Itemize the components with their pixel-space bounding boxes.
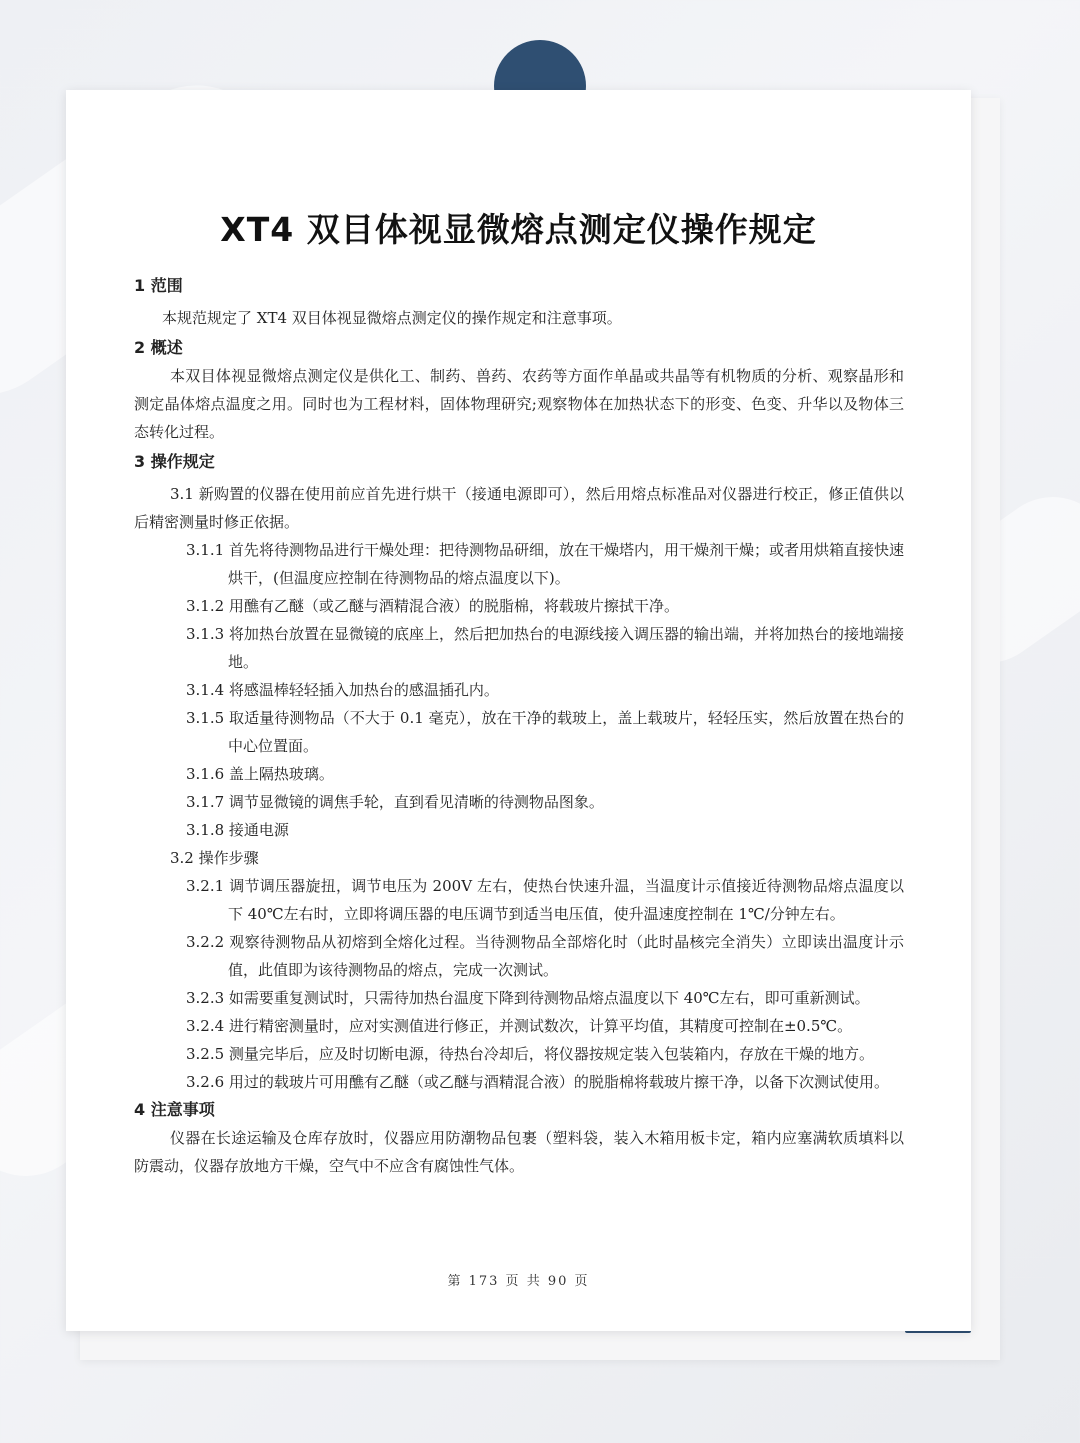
- list-item: 3.1.3 将加热台放置在显微镜的底座上，然后把加热台的电源线接入调压器的输出端，并将加热台的接地端接地。: [186, 625, 904, 671]
- list-item: 3.2.1 调节调压器旋扭，调节电压为 200V 左右，使热台快速升温，当温度计示值接近待测物品熔点温度以下 40℃左右时，立即将调压器的电压调节到适当电压值，使升温速度控制在 1℃/分钟左右。: [186, 877, 904, 923]
- section-paragraph-notes: 仪器在长途运输及仓库存放时，仪器应用防潮物品包裹（塑料袋，装入木箱用板卡定，箱内应塞满软质填料以防震动，仪器存放地方干燥，空气中不应含有腐蚀性气体。: [134, 1129, 904, 1175]
- list-item: 3.1.2 用醮有乙醚（或乙醚与酒精混合液）的脱脂棉，将载玻片擦拭干净。: [186, 597, 679, 615]
- list-item: 3.2.2 观察待测物品从初熔到全熔化过程。当待测物品全部熔化时（此时晶核完全消失）立即读出温度计示值，此值即为该待测物品的熔点，完成一次测试。: [186, 933, 904, 979]
- list-item: 3.2.3 如需要重复测试时，只需待加热台温度下降到待测物品熔点温度以下 40℃左右，即可重新测试。: [186, 989, 870, 1007]
- list-item: 3.1.4 将感温棒轻轻插入加热台的感温插孔内。: [186, 681, 499, 699]
- list-item: 3.1.6 盖上隔热玻璃。: [186, 765, 334, 783]
- section-paragraph-overview: 本双目体视显微熔点测定仪是供化工、制药、兽药、农药等方面作单晶或共晶等有机物质的分析、观察晶形和测定晶体熔点温度之用。同时也为工程材料，固体物理研究;观察物体在加热状态下的形变、色变、升华以及物体三态转化过程。: [134, 367, 904, 441]
- document-page: [66, 90, 971, 1331]
- section-heading-notes: 4 注意事项: [134, 1100, 215, 1119]
- list-item: 3.2.6 用过的载玻片可用醮有乙醚（或乙醚与酒精混合液）的脱脂棉将载玻片擦干净，以备下次测试使用。: [186, 1073, 889, 1091]
- section-paragraph-scope: 本规范规定了 XT4 双目体视显微熔点测定仪的操作规定和注意事项。: [162, 309, 622, 327]
- list-item: 3.1.5 取适量待测物品（不大于 0.1 毫克），放在干净的载玻上，盖上载玻片，轻轻压实，然后放置在热台的中心位置面。: [186, 709, 904, 755]
- section-heading-scope: 1 范围: [134, 276, 183, 295]
- list-item: 3.1.8 接通电源: [186, 821, 289, 839]
- section-heading-overview: 2 概述: [134, 338, 183, 357]
- section-heading-operation: 3 操作规定: [134, 452, 215, 471]
- operation-intro: 3.1 新购置的仪器在使用前应首先进行烘干（接通电源即可），然后用熔点标准品对仪器进行校正，修正值供以后精密测量时修正依据。: [134, 485, 904, 531]
- document-title: XT4 双目体视显微熔点测定仪操作规定: [220, 210, 817, 249]
- list-item: 3.2.5 测量完毕后，应及时切断电源，待热台冷却后，将仪器按规定装入包装箱内，存放在干燥的地方。: [186, 1045, 874, 1063]
- subsection-heading-steps: 3.2 操作步骤: [170, 849, 259, 867]
- list-item: 3.2.4 进行精密测量时，应对实测值进行修正，并测试数次，计算平均值，其精度可控制在±0.5℃。: [186, 1017, 853, 1035]
- page-footer: 第 173 页 共 90 页: [447, 1274, 590, 1289]
- list-item: 3.1.1 首先将待测物品进行干燥处理：把待测物品研细，放在干燥塔内，用干燥剂干燥；或者用烘箱直接快速烘干，(但温度应控制在待测物品的熔点温度以下)。: [186, 541, 904, 587]
- list-item: 3.1.7 调节显微镜的调焦手轮，直到看见清晰的待测物品图象。: [186, 793, 604, 811]
- document-body: [134, 272, 904, 1180]
